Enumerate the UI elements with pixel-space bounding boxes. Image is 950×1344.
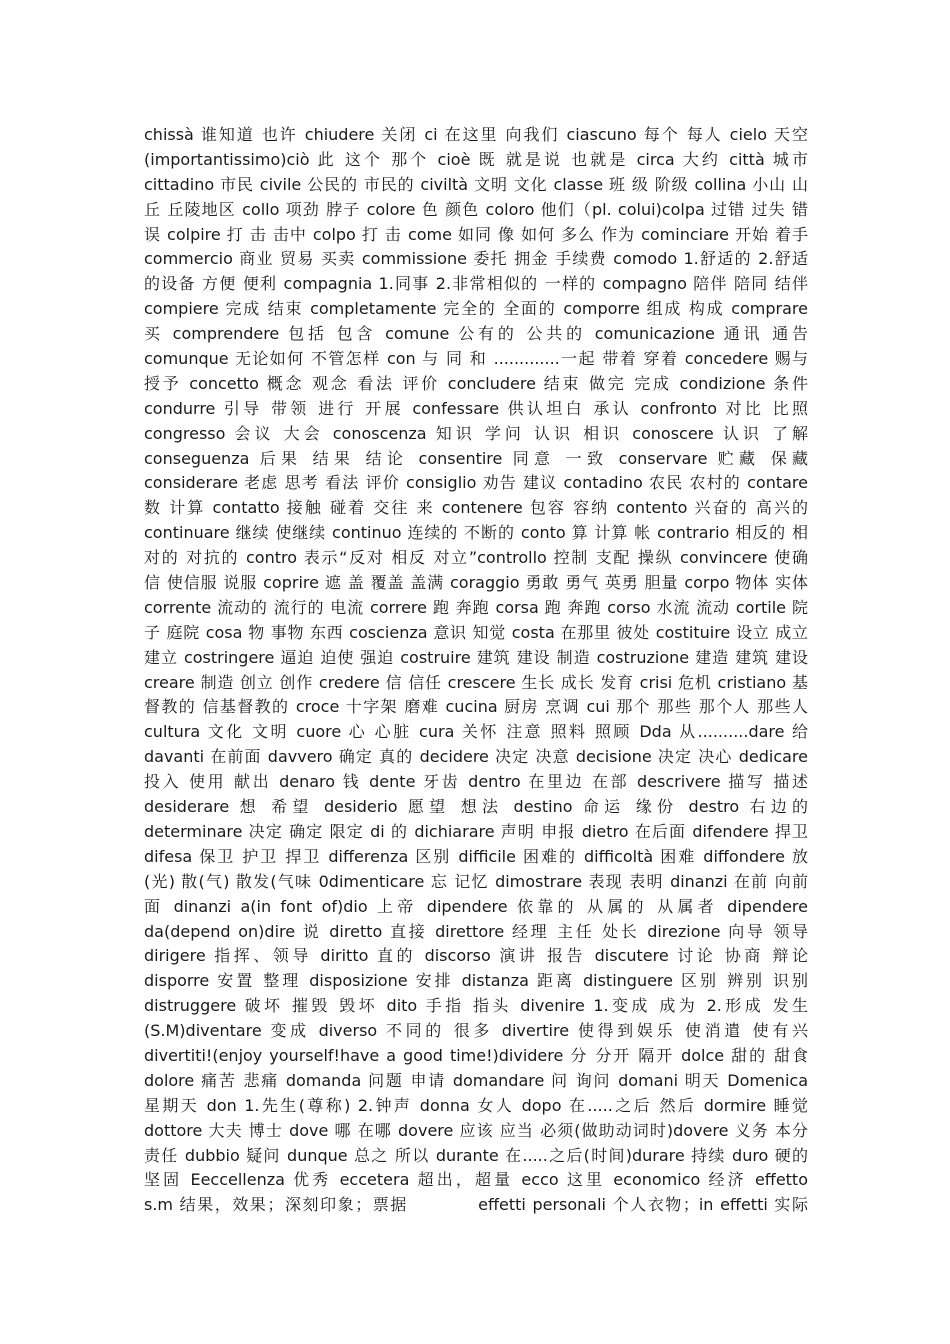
text-line: creare 制造 创立 创作 credere 信 信任 crescere 生长 成长 发育 crisi 危机 cristiano 基 bbox=[144, 672, 808, 692]
text-line: (importantissimo)ciò 此 这个 那个 cioè 既 就是说 也就是 circa 大约 città 城市 bbox=[144, 149, 808, 169]
text-line: determinare 决定 确定 限定 di 的 dichiarare 声明 申报 dietro 在后面 difendere 捍卫 bbox=[144, 821, 808, 841]
text-line: 建立 costringere 逼迫 迫使 强迫 costruire 建筑 建设 制造 costruzione 建造 建筑 建设 bbox=[144, 647, 808, 667]
text-line: 责任 dubbio 疑问 dunque 总之 所以 durante 在.....之后(时间)durare 持续 duro 硬的 bbox=[144, 1145, 808, 1165]
text-line: (S.M)diventare 变成 diverso 不同的 很多 divertire 使得到娱乐 使消遣 使有兴 bbox=[144, 1021, 808, 1041]
text-line: corrente 流动的 流行的 电流 correre 跑 奔跑 corsa 跑 奔跑 corso 水流 流动 cortile 院 bbox=[144, 597, 808, 617]
text-line: desiderare 想 希望 desiderio 愿望 想法 destino 命运 缘份 destro 右边的 bbox=[144, 797, 808, 817]
text-line: conseguenza 后果 结果 结论 consentire 同意 一致 conservare 贮藏 保藏 bbox=[144, 448, 808, 468]
text-line: comunque 无论如何 不管怎样 con 与 同 和 .............一起 带着 穿着 concedere 赐与 bbox=[144, 349, 808, 369]
text-line: divertiti!(enjoy yourself!have a good time!)dividere 分 分开 隔开 dolce 甜的 甜食 bbox=[144, 1045, 808, 1065]
text-line: dirigere 指挥、领导 diritto 直的 discorso 演讲 报告 discutere 讨论 协商 辩论 bbox=[144, 946, 808, 966]
text-line: 误 colpire 打 击 击中 colpo 打 击 come 如同 像 如何 多么 作为 cominciare 开始 着手 bbox=[144, 224, 808, 244]
text-line: 投入 使用 献出 denaro 钱 dente 牙齿 dentro 在里边 在部 descrivere 描写 描述 bbox=[144, 772, 808, 792]
text-line: distruggere 破坏 摧毁 毁坏 dito 手指 指头 divenire 1.变成 成为 2.形成 发生 bbox=[144, 996, 808, 1016]
text-line: (光) 散(气) 散发(气味 0dimenticare 忘 记忆 dimostrare 表现 表明 dinanzi 在前 向前 bbox=[144, 871, 808, 891]
text-line: 子 庭院 cosa 物 事物 东西 coscienza 意识 知觉 costa 在那里 彼处 costituire 设立 成立 bbox=[144, 622, 808, 642]
text-line: chissà 谁知道 也许 chiudere 关闭 ci 在这里 向我们 ciascuno 每个 每人 cielo 天空 bbox=[144, 125, 808, 144]
text-line: cittadino 市民 civile 公民的 市民的 civiltà 文明 文化 classe 班 级 阶级 collina 小山 山 bbox=[144, 174, 808, 194]
text-line: 买 comprendere 包括 包含 comune 公有的 公共的 comunicazione 通讯 通告 bbox=[144, 324, 808, 344]
vocabulary-text-block bbox=[144, 123, 808, 1218]
text-line: s.m 结果，效果；深刻印象；票据 effetti personali 个人衣物；in effetti 实际 bbox=[144, 1195, 808, 1215]
text-line: commercio 商业 贸易 买卖 commissione 委托 拥金 手续费 comodo 1.舒适的 2.舒适 bbox=[144, 249, 808, 269]
text-line: 对的 对抗的 contro 表示“反对 相反 对立”controllo 控制 支配 操纵 convincere 使确 bbox=[144, 548, 808, 568]
text-line: congresso 会议 大会 conoscenza 知识 学问 认识 相识 conoscere 认识 了解 bbox=[144, 423, 808, 443]
text-line: 的设备 方便 便利 compagnia 1.同事 2.非常相似的 一样的 compagno 陪伴 陪同 结伴 bbox=[144, 274, 808, 294]
text-line: 授予 concetto 概念 观念 看法 评价 concludere 结束 做完 完成 condizione 条件 bbox=[144, 373, 808, 393]
text-line: difesa 保卫 护卫 捍卫 differenza 区别 difficile 困难的 difficoltà 困难 diffondere 放 bbox=[144, 846, 808, 866]
text-line: 坚固 Eeccellenza 优秀 eccetera 超出，超量 ecco 这里 economico 经济 effetto bbox=[144, 1170, 808, 1190]
text-line: condurre 引导 带领 进行 开展 confessare 供认坦白 承认 confronto 对比 比照 bbox=[144, 398, 808, 418]
text-line: considerare 老虑 思考 看法 评价 consiglio 劝告 建议 contadino 农民 农村的 contare bbox=[144, 473, 808, 493]
text-line: continuare 继续 使继续 continuo 连续的 不断的 conto 算 计算 帐 contrario 相反的 相 bbox=[144, 523, 808, 543]
text-line: 面 dinanzi a(in font of)dio 上帝 dipendere 依靠的 从属的 从属者 dipendere bbox=[144, 896, 808, 916]
text-line: davanti 在前面 davvero 确定 真的 decidere 决定 决意 decisione 决定 决心 dedicare bbox=[144, 747, 808, 767]
text-line: 督教的 信基督教的 croce 十字架 磨难 cucina 厨房 烹调 cui 那个 那些 那个人 那些人 bbox=[144, 697, 808, 717]
text-line: 星期天 don 1.先生(尊称) 2.钟声 donna 女人 dopo 在.....之后 然后 dormire 睡觉 bbox=[144, 1095, 808, 1115]
text-line: disporre 安置 整理 disposizione 安排 distanza 距离 distinguere 区别 辨别 识别 bbox=[144, 971, 808, 991]
text-line: 数 计算 contatto 接触 碰着 交往 来 contenere 包容 容纳 contento 兴奋的 高兴的 bbox=[144, 498, 808, 518]
text-line: da(depend on)dire 说 diretto 直接 direttore 经理 主任 处长 direzione 向导 领导 bbox=[144, 921, 808, 941]
text-line: 信 使信服 说服 coprire 遮 盖 覆盖 盖满 coraggio 勇敢 勇气 英勇 胆量 corpo 物体 实体 bbox=[144, 573, 808, 593]
text-line: cultura 文化 文明 cuore 心 心脏 cura 关怀 注意 照料 照顾 Dda 从..........dare 给 bbox=[144, 722, 808, 742]
text-line: dottore 大夫 博士 dove 哪 在哪 dovere 应该 应当 必须(做助动词时)dovere 义务 本分 bbox=[144, 1120, 808, 1140]
text-line: dolore 痛苦 悲痛 domanda 问题 申请 domandare 问 询问 domani 明天 Domenica bbox=[144, 1070, 808, 1090]
text-line: compiere 完成 结束 completamente 完全的 全面的 comporre 组成 构成 comprare bbox=[144, 299, 808, 319]
text-line: 丘 丘陵地区 collo 项劲 脖子 colore 色 颜色 coloro 他们（pl. colui)colpa 过错 过失 错 bbox=[144, 199, 808, 219]
